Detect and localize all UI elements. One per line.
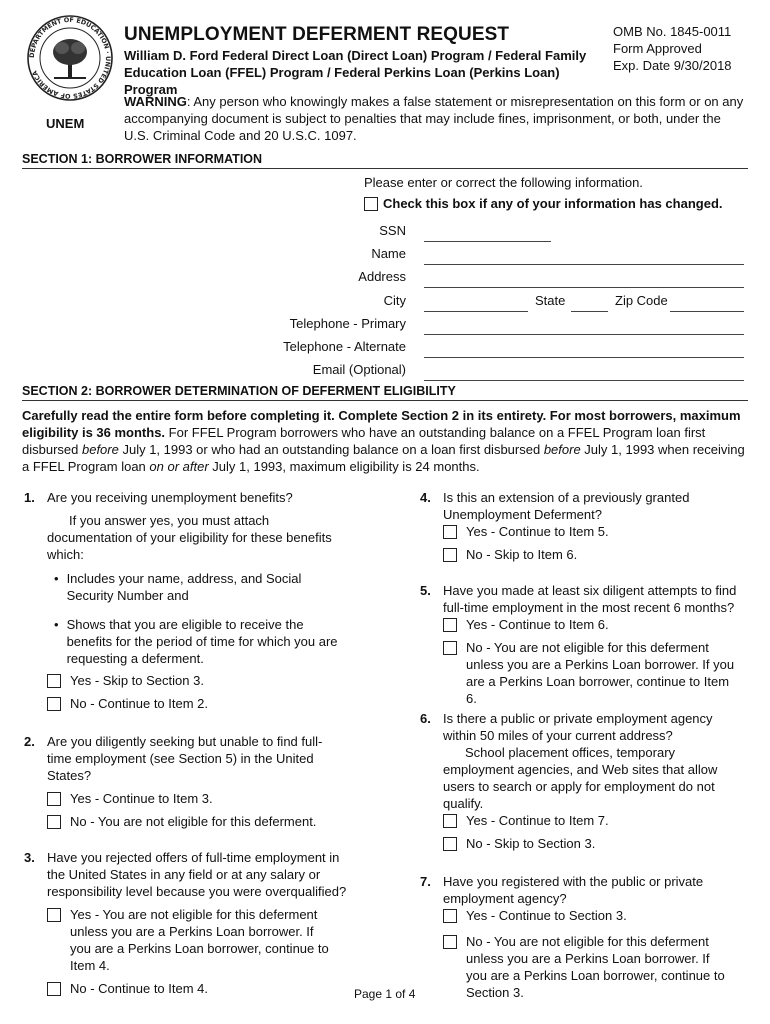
question-3-text: Have you rejected offers of full-time employment in the United States in any field or at any salary or responsibility level because you were overqualified? bbox=[47, 850, 347, 899]
question-2-number: 2. bbox=[24, 734, 35, 749]
q5-yes-option[interactable] bbox=[443, 616, 748, 633]
q5-no-checkbox[interactable] bbox=[443, 641, 457, 655]
q5-yes-checkbox[interactable] bbox=[443, 618, 457, 632]
q3-no-option[interactable] bbox=[47, 980, 352, 997]
warning-notice bbox=[124, 93, 744, 144]
q7-no-option[interactable] bbox=[443, 933, 733, 1001]
question-5-number: 5. bbox=[420, 583, 431, 598]
q5-no-option[interactable] bbox=[443, 639, 743, 707]
intro-text-d: before bbox=[543, 442, 581, 457]
intro-text-g: July 1, 1993, maximum eligibility is 24 months. bbox=[208, 459, 480, 474]
q5-yes-label: Yes - Continue to Item 6. bbox=[466, 617, 609, 632]
section2-intro bbox=[22, 407, 748, 475]
q4-no-checkbox[interactable] bbox=[443, 548, 457, 562]
q5-no-label: No - You are not eligible for this deferment unless you are a Perkins Loan borrower. If you are a Perkins Loan borrower, continue to Item 6. bbox=[466, 640, 735, 706]
warning-text: : Any person who knowingly makes a false statement or misrepresentation on this form or on any accompanying document is subject to penalties that may include fines, imprisonment, or both, under the U.S. Criminal Code and 20 U.S.C. 1097. bbox=[124, 94, 744, 143]
bullet-dot: • bbox=[54, 617, 59, 632]
phone-alternate-label: Telephone - Alternate bbox=[283, 339, 406, 354]
q6-no-label: No - Skip to Section 3. bbox=[466, 836, 596, 851]
city-label: City bbox=[383, 293, 406, 308]
q1-no-label: No - Continue to Item 2. bbox=[70, 696, 209, 711]
question-1-number: 1. bbox=[24, 490, 35, 505]
q7-no-label: No - You are not eligible for this deferment unless you are a Perkins Loan borrower. If you are a Perkins Loan borrower, continue to Section 3. bbox=[466, 934, 725, 1000]
info-changed-checkbox[interactable] bbox=[364, 197, 378, 211]
name-field[interactable] bbox=[424, 250, 744, 265]
info-changed-label: Check this box if any of your information has changed. bbox=[383, 196, 723, 211]
question-2-text: Are you diligently seeking but unable to find full-time employment (see Section 5) in the United States? bbox=[47, 734, 323, 783]
question-6-number: 6. bbox=[420, 711, 431, 726]
q1-yes-checkbox[interactable] bbox=[47, 674, 61, 688]
q7-no-checkbox[interactable] bbox=[443, 935, 457, 949]
question-5-text: Have you made at least six diligent attempts to find full-time employment in the most recent 6 months? bbox=[443, 583, 737, 615]
q4-yes-option[interactable] bbox=[443, 523, 748, 540]
intro-text-b: before bbox=[81, 442, 119, 457]
city-field[interactable] bbox=[424, 297, 528, 312]
bullet-1-text: Includes your name, address, and Social Security Number and bbox=[66, 571, 302, 603]
question-1-note: If you answer yes, you must attach documentation of your eligibility for these benefits which: bbox=[47, 513, 332, 562]
q6-no-option[interactable] bbox=[443, 835, 733, 852]
question-7-text: Have you registered with the public or private employment agency? bbox=[443, 874, 704, 906]
q1-yes-option[interactable] bbox=[47, 672, 347, 689]
state-label: State bbox=[535, 293, 566, 308]
question-4-number: 4. bbox=[420, 490, 431, 505]
ssn-field[interactable] bbox=[424, 227, 551, 242]
q7-yes-checkbox[interactable] bbox=[443, 909, 457, 923]
state-field[interactable] bbox=[571, 297, 608, 312]
seal-text: DEPARTMENT OF EDUCATION · UNITED STATES OF AMERICA bbox=[27, 15, 113, 101]
q2-no-checkbox[interactable] bbox=[47, 815, 61, 829]
q6-yes-label: Yes - Continue to Item 7. bbox=[466, 813, 609, 828]
name-label: Name bbox=[371, 246, 406, 261]
intro-text-c: July 1, 1993 or who had an outstanding balance on a loan first disbursed bbox=[118, 442, 544, 457]
q3-yes-option[interactable] bbox=[47, 906, 332, 974]
q7-yes-label: Yes - Continue to Section 3. bbox=[466, 908, 627, 923]
q6-yes-option[interactable] bbox=[443, 812, 733, 829]
phone-primary-label: Telephone - Primary bbox=[289, 316, 406, 331]
bullet-dot: • bbox=[54, 571, 59, 586]
page-title: UNEMPLOYMENT DEFERMENT REQUEST bbox=[124, 24, 510, 45]
question-2 bbox=[24, 733, 337, 830]
q6-no-checkbox[interactable] bbox=[443, 837, 457, 851]
phone-primary-field[interactable] bbox=[424, 320, 744, 335]
phone-alternate-field[interactable] bbox=[424, 343, 744, 358]
q7-yes-option[interactable] bbox=[443, 907, 743, 924]
info-changed-row bbox=[364, 196, 723, 211]
q2-yes-checkbox[interactable] bbox=[47, 792, 61, 806]
q4-yes-checkbox[interactable] bbox=[443, 525, 457, 539]
email-field[interactable] bbox=[424, 366, 744, 381]
question-7-number: 7. bbox=[420, 874, 431, 889]
q2-yes-option[interactable] bbox=[47, 790, 337, 807]
address-field[interactable] bbox=[424, 273, 744, 288]
page-number: Page 1 of 4 bbox=[354, 987, 416, 1001]
expiration-date: Exp. Date 9/30/2018 bbox=[613, 58, 732, 73]
section2-heading: SECTION 2: BORROWER DETERMINATION OF DEFERMENT ELIGIBILITY bbox=[22, 384, 748, 401]
warning-label: WARNING bbox=[124, 94, 187, 109]
section1-instruction: Please enter or correct the following information. bbox=[364, 175, 643, 190]
program-subtitle: William D. Ford Federal Direct Loan (Direct Loan) Program / Federal Family Education Loan (FFEL) Program / Federal Perkins Loan (Perkins Loan) Program bbox=[124, 48, 587, 97]
intro-bold: Carefully read the entire form before completing it. Complete Section 2 in its entirety. For most borrowers, maximum eligibility is 36 months. bbox=[22, 408, 741, 440]
zip-field[interactable] bbox=[670, 297, 744, 312]
q4-no-option[interactable] bbox=[443, 546, 748, 563]
address-label: Address bbox=[358, 269, 406, 284]
question-5 bbox=[420, 582, 748, 707]
section1-heading: SECTION 1: BORROWER INFORMATION bbox=[22, 152, 748, 169]
q2-no-label: No - You are not eligible for this deferment. bbox=[70, 814, 317, 829]
q6-yes-checkbox[interactable] bbox=[443, 814, 457, 828]
q1-yes-label: Yes - Skip to Section 3. bbox=[70, 673, 204, 688]
form-approved: Form Approved bbox=[613, 41, 702, 56]
omb-info bbox=[613, 23, 732, 74]
q4-no-label: No - Skip to Item 6. bbox=[466, 547, 578, 562]
department-of-education-seal bbox=[26, 14, 114, 102]
question-4 bbox=[420, 489, 748, 563]
omb-number: OMB No. 1845-0011 bbox=[613, 24, 732, 39]
question-1-text: Are you receiving unemployment benefits? bbox=[47, 490, 293, 505]
question-6-note: School placement offices, temporary employment agencies, and Web sites that allow users to search or apply for employment do not qualify. bbox=[443, 745, 718, 811]
question-6-text: Is there a public or private employment agency within 50 miles of your current address? bbox=[443, 711, 713, 743]
q2-no-option[interactable] bbox=[47, 813, 337, 830]
bullet-2-text: Shows that you are eligible to receive the benefits for the period of time for which you are requesting a deferment. bbox=[66, 617, 338, 666]
zip-label: Zip Code bbox=[615, 293, 668, 308]
intro-text-a: For FFEL Program borrowers who have an outstanding balance on a FFEL Program loan first disbursed bbox=[22, 425, 706, 457]
q3-no-checkbox[interactable] bbox=[47, 982, 61, 996]
q3-yes-label: Yes - You are not eligible for this deferment unless you are a Perkins Loan borrower. If you are a Perkins Loan borrower, continue to Item 4. bbox=[70, 907, 329, 973]
question-3-number: 3. bbox=[24, 850, 35, 865]
question-6 bbox=[420, 710, 733, 852]
q3-yes-checkbox[interactable] bbox=[47, 908, 61, 922]
intro-text-f: on or after bbox=[149, 459, 209, 474]
question-1-bullet-2 bbox=[54, 616, 344, 667]
question-7 bbox=[420, 873, 743, 1001]
q1-no-checkbox[interactable] bbox=[47, 697, 61, 711]
email-label: Email (Optional) bbox=[312, 362, 406, 377]
q3-no-label: No - Continue to Item 4. bbox=[70, 981, 209, 996]
ssn-label: SSN bbox=[379, 223, 406, 238]
question-4-text: Is this an extension of a previously granted Unemployment Deferment? bbox=[443, 490, 690, 522]
q4-yes-label: Yes - Continue to Item 5. bbox=[466, 524, 609, 539]
question-3 bbox=[24, 849, 352, 997]
q2-yes-label: Yes - Continue to Item 3. bbox=[70, 791, 213, 806]
form-code: UNEM bbox=[46, 116, 85, 131]
question-1 bbox=[24, 489, 347, 712]
question-1-bullet-1 bbox=[54, 570, 344, 604]
q1-no-option[interactable] bbox=[47, 695, 347, 712]
intro-text-e: July 1, 1993 when receiving a FFEL Program loan bbox=[22, 442, 745, 474]
